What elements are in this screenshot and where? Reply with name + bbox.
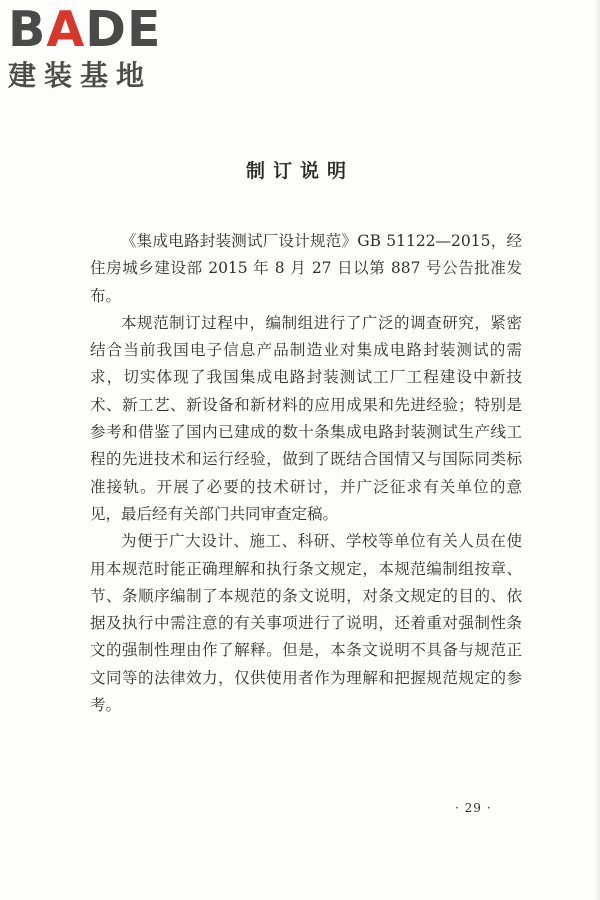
- bade-logo: [8, 1, 178, 96]
- logo-wordmark: [8, 1, 162, 58]
- logo-letter-d: D: [85, 1, 127, 58]
- paragraph-3: 为便于广大设计、施工、科研、学校等单位有关人员在使用本规范时能正确理解和执行条文规定，本规范编制组按章、节、条顺序编制了本规范的条文说明，对条文规定的目的、依据及执行中需注意的有关事项进行了说明，还着重对强制性条文的强制性理由作了解释。但是，本条文说明不具备与规范正文同等的法律效力，仅供使用者作为理解和把握规范规定的参考。: [90, 532, 522, 715]
- page-edge-shade: [594, 0, 600, 900]
- logo-subtitle: 建装基地: [8, 59, 153, 92]
- logo-letter-a-accent: A: [46, 1, 86, 58]
- logo-letter-b: B: [8, 1, 47, 58]
- paragraph-2: 本规范制订过程中，编制组进行了广泛的调查研究，紧密结合当前我国电子信息产品制造业对集成电路封装测试的需求，切实体现了我国集成电路封装测试工厂工程建设中新技术、新工艺、新设备和新材料的应用成果和先进经验；特别是参考和借鉴了国内已建成的数十条集成电路封装测试生产线工程的先进技术和运行经验，做到了既结合国情又与国际同类标准接轨。开展了必要的技术研讨，并广泛征求有关单位的意见，最后经有关部门共同审查定稿。: [90, 313, 522, 523]
- logo-letter-e: E: [126, 1, 162, 58]
- page-title: 制订说明: [245, 160, 354, 182]
- body-text: [90, 228, 522, 719]
- page-number: · 29 ·: [455, 801, 492, 815]
- paragraph-1: 《集成电路封装测试厂设计规范》GB 51122—2015，经住房城乡建设部 2015 年 8 月 27 日以第 887 号公告批准发布。: [90, 232, 522, 305]
